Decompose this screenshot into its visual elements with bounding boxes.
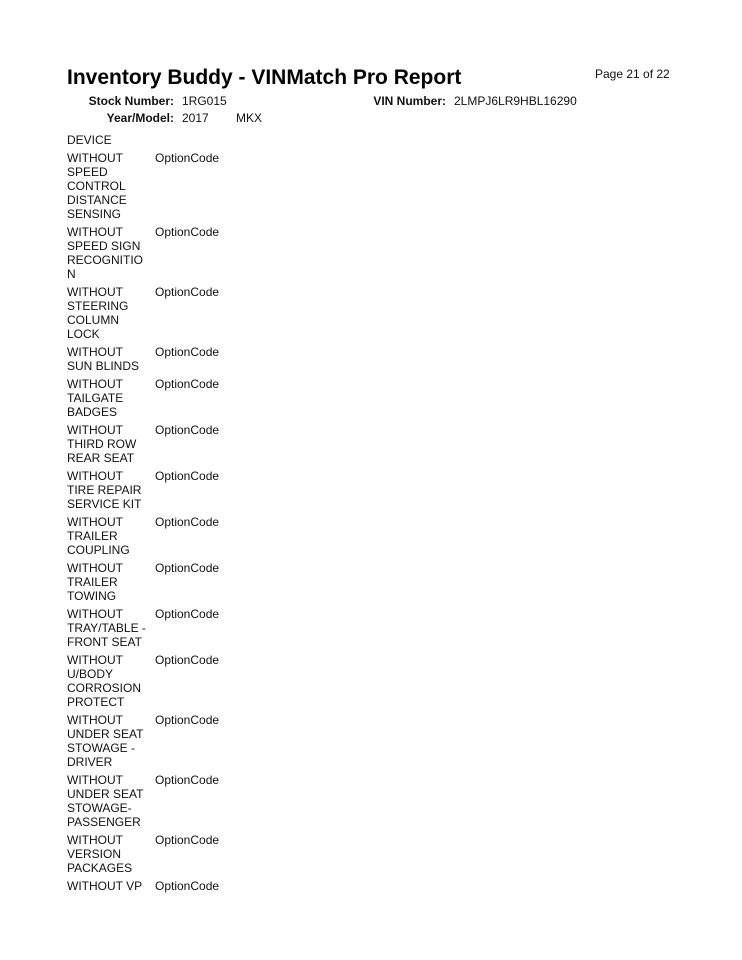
vin-number-value: 2LMPJ6LR9HBL16290 <box>454 94 577 108</box>
option-type: OptionCode <box>155 151 220 165</box>
option-type: OptionCode <box>155 879 220 893</box>
option-type: OptionCode <box>155 773 220 787</box>
option-type: OptionCode <box>155 225 220 239</box>
list-item <box>67 607 267 649</box>
list-item <box>67 833 267 875</box>
list-item <box>67 225 267 281</box>
option-description: WITHOUT UNDER SEAT STOWAGE - DRIVER <box>67 713 144 769</box>
list-item <box>67 879 267 893</box>
option-description: WITHOUT UNDER SEAT STOWAGE- PASSENGER <box>67 773 144 829</box>
option-description: WITHOUT U/BODY CORROSION PROTECT <box>67 653 142 709</box>
option-description: WITHOUT STEERING COLUMN LOCK <box>67 285 129 341</box>
option-type: OptionCode <box>155 607 220 621</box>
option-type: OptionCode <box>155 713 220 727</box>
option-type: OptionCode <box>155 469 220 483</box>
stock-number-value: 1RG015 <box>182 94 227 108</box>
option-description: WITHOUT TIRE REPAIR SERVICE KIT <box>67 469 142 511</box>
year-value: 2017 <box>182 111 209 125</box>
option-description: WITHOUT SPEED CONTROL DISTANCE SENSING <box>67 151 127 221</box>
option-type: OptionCode <box>155 653 220 667</box>
option-description: WITHOUT TRAY/TABLE - FRONT SEAT <box>67 607 146 649</box>
list-item <box>67 423 267 465</box>
option-description: WITHOUT TRAILER TOWING <box>67 561 123 603</box>
list-item <box>67 773 267 829</box>
vin-number-label: VIN Number: <box>373 94 446 108</box>
list-item <box>67 285 267 341</box>
option-type: OptionCode <box>155 833 220 847</box>
option-description: WITHOUT SUN BLINDS <box>67 345 140 373</box>
list-item <box>67 377 267 419</box>
list-item <box>67 469 267 511</box>
list-item <box>67 561 267 603</box>
option-description: DEVICE <box>67 133 112 147</box>
option-description: WITHOUT THIRD ROW REAR SEAT <box>67 423 137 465</box>
list-item <box>67 151 267 221</box>
option-type: OptionCode <box>155 423 220 437</box>
list-item <box>67 515 267 557</box>
option-description: WITHOUT TRAILER COUPLING <box>67 515 130 557</box>
stock-number-label: Stock Number: <box>88 94 174 108</box>
option-list <box>67 133 267 897</box>
option-description: WITHOUT VERSION PACKAGES <box>67 833 133 875</box>
option-type: OptionCode <box>155 345 220 359</box>
list-item <box>67 713 267 769</box>
option-type: OptionCode <box>155 377 220 391</box>
list-item <box>67 653 267 709</box>
option-type: OptionCode <box>155 515 220 529</box>
list-item <box>67 133 267 147</box>
page-number: Page 21 of 22 <box>595 67 670 81</box>
option-type: OptionCode <box>155 561 220 575</box>
model-value: MKX <box>236 111 263 125</box>
year-model-label: Year/Model: <box>106 111 174 125</box>
list-item <box>67 345 267 373</box>
option-type: OptionCode <box>155 285 220 299</box>
option-description: WITHOUT VP <box>67 879 143 893</box>
report-title: Inventory Buddy - VINMatch Pro Report <box>67 66 462 89</box>
option-description: WITHOUT SPEED SIGN RECOGNITIO N <box>67 225 144 281</box>
option-description: WITHOUT TAILGATE BADGES <box>67 377 124 419</box>
